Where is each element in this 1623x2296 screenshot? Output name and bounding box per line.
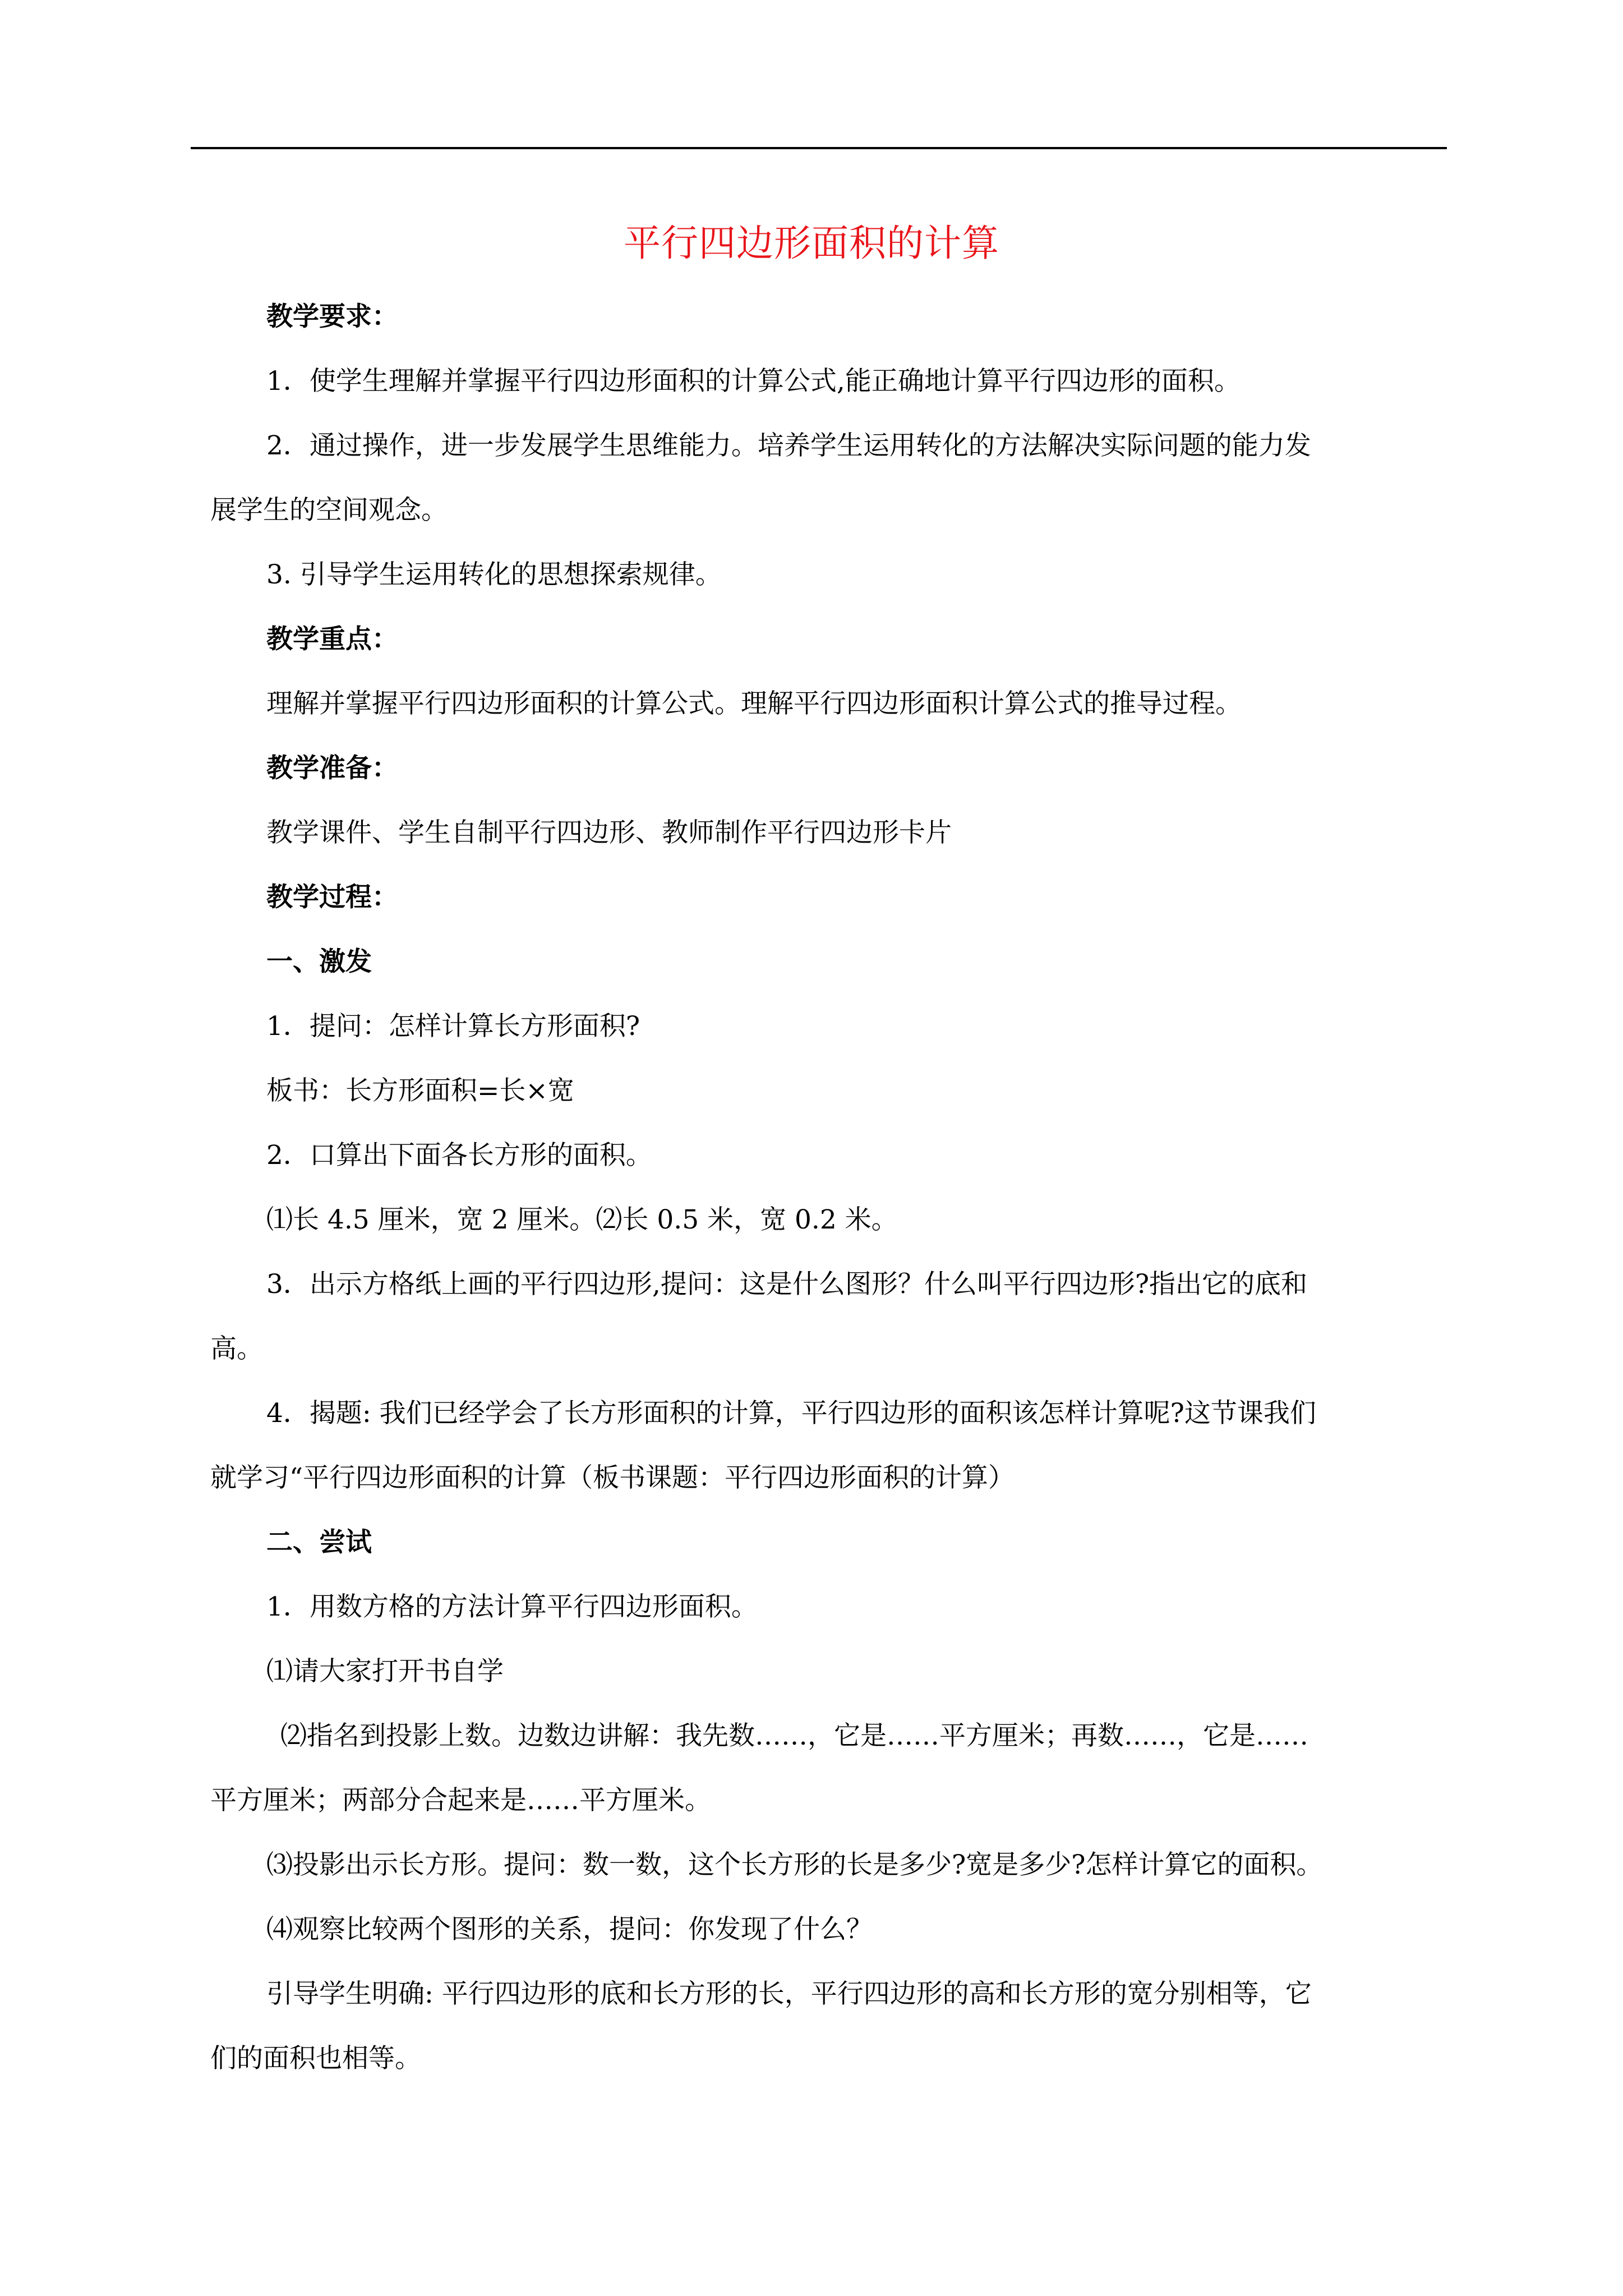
heading-requirements: 教学要求： [266, 301, 398, 332]
paragraph-line: 引导学生明确: 平行四边形的底和长方形的长，平行四边形的高和长方形的宽分别相等，它 [266, 1978, 1312, 2009]
paragraph-line: 就学习“平行四边形面积的计算（板书课题：平行四边形面积的计算） [210, 1462, 1015, 1493]
paragraph-line: 1．使学生理解并掌握平行四边形面积的计算公式,能正确地计算平行四边形的面积。 [266, 366, 1241, 397]
paragraph-line: 4．揭题: 我们已经学会了长方形面积的计算，平行四边形的面积该怎样计算呢?这节课我们 [266, 1398, 1316, 1429]
paragraph-line: 2．口算出下面各长方形的面积。 [266, 1140, 652, 1171]
heading-key-points: 教学重点： [266, 624, 398, 655]
paragraph-line: 3．出示方格纸上画的平行四边形,提问：这是什么图形？什么叫平行四边形?指出它的底和 [266, 1269, 1308, 1300]
paragraph-line: 2．通过操作，进一步发展学生思维能力。培养学生运用转化的方法解决实际问题的能力发 [266, 430, 1311, 461]
paragraph-line: ⑵指名到投影上数。边数边讲解：我先数……，它是……平方厘米；再数……，它是…… [280, 1720, 1308, 1751]
paragraph-line: 教学课件、学生自制平行四边形、教师制作平行四边形卡片 [266, 817, 952, 848]
header-rule [191, 147, 1447, 149]
paragraph-line: 1．用数方格的方法计算平行四边形面积。 [266, 1591, 758, 1622]
heading-section-2: 二、尝试 [266, 1527, 372, 1558]
heading-section-1: 一、激发 [266, 946, 372, 977]
heading-process: 教学过程： [266, 882, 398, 913]
paragraph-line: ⑶投影出示长方形。提问：数一数，这个长方形的长是多少?宽是多少?怎样计算它的面积。 [266, 1849, 1323, 1880]
paragraph-line: ⑴长 4.5 厘米，宽 2 厘米。⑵长 0.5 米，宽 0.2 米。 [266, 1204, 898, 1235]
paragraph-line: 展学生的空间观念。 [210, 495, 448, 526]
paragraph-line: 高。 [210, 1333, 263, 1364]
paragraph-line: 板书：长方形面积=长×宽 [266, 1075, 574, 1106]
paragraph-line: ⑴请大家打开书自学 [266, 1656, 504, 1687]
heading-preparation: 教学准备： [266, 753, 398, 784]
paragraph-line: 1．提问：怎样计算长方形面积? [266, 1011, 640, 1042]
page-title: 平行四边形面积的计算 [624, 222, 999, 265]
paragraph-line: ⑷观察比较两个图形的关系，提问：你发现了什么？ [266, 1914, 873, 1945]
paragraph-line: 理解并掌握平行四边形面积的计算公式。理解平行四边形面积计算公式的推导过程。 [266, 688, 1242, 719]
paragraph-line: 平方厘米；两部分合起来是……平方厘米。 [210, 1785, 711, 1816]
paragraph-line: 们的面积也相等。 [210, 2043, 421, 2074]
paragraph-line: 3. 引导学生运用转化的思想探索规律。 [266, 559, 722, 590]
